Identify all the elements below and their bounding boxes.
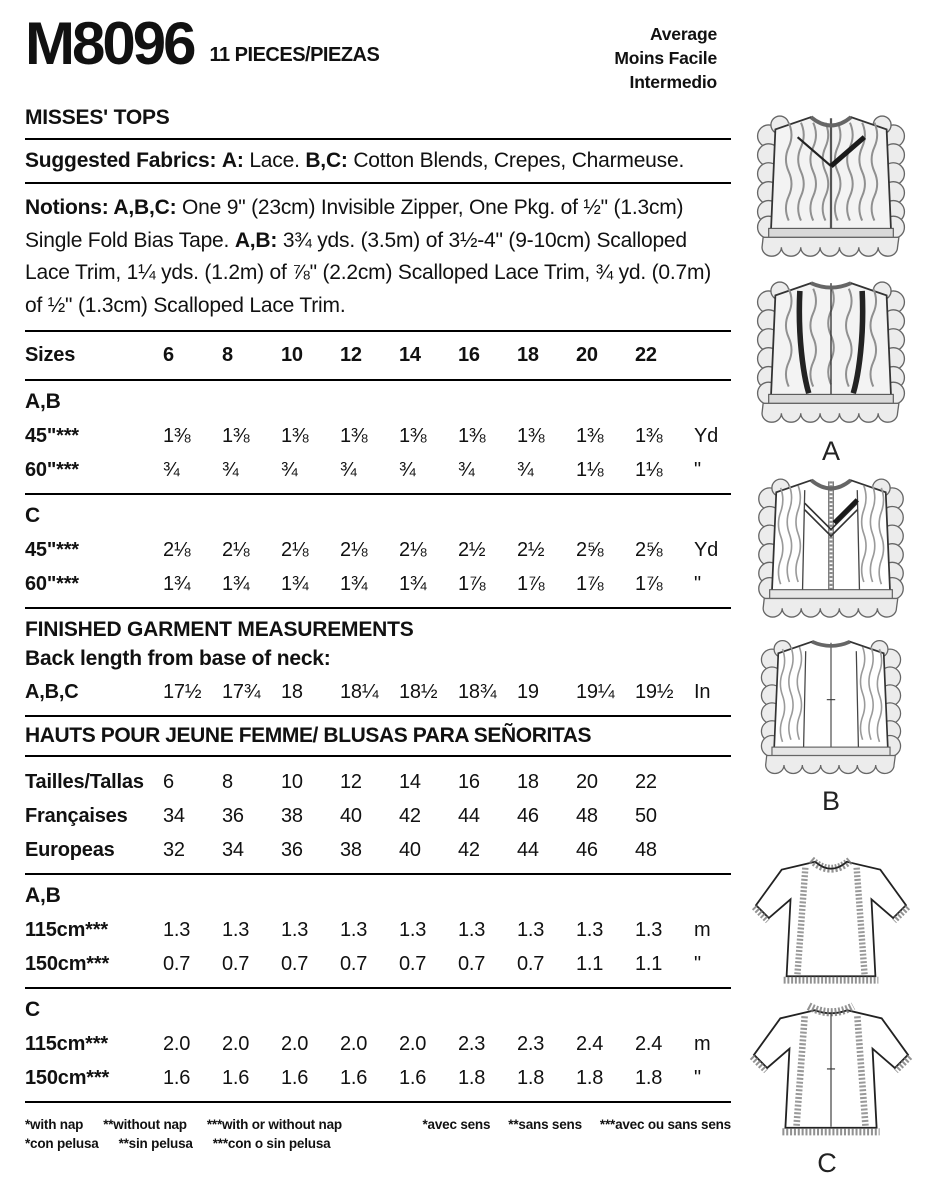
row-unit: Yd [694,425,719,447]
difficulty-fr: Moins Facile [614,48,717,69]
table-row [25,947,731,981]
metric-section-c [25,989,731,1103]
difficulty-en: Average [649,24,717,44]
table-cell: 1.1 [635,953,663,975]
table-cell: 12 [340,771,362,793]
footnote-french [422,1115,731,1134]
row-label: 150cm*** [25,1067,110,1089]
fabrics-view-a-label: A: [221,149,244,172]
table-row [25,419,731,453]
table-cell: 1.8 [458,1067,486,1089]
table-cell: 16 [458,771,480,793]
yardage-section-ab [25,381,731,495]
finished-subheading: Back length from base of neck: [25,647,331,670]
table-cell: 1⅜ [399,425,427,447]
notions-text-ab: 3¾ yds. (3.5m) of 3½-4" (9-10cm) Scalloped Lace Trim, 1¼ yds. (1.2m) of ⅞" (2.2cm) Scalloped Lace Trim, ¾ yd. (0.7m) of ½" (1.3cm) Scalloped Lace Trim. [25,228,712,317]
notions-label-ab: A,B: [234,228,278,252]
table-cell: 1¾ [222,573,250,595]
sizes-table-header [25,332,731,381]
table-cell: 42 [458,839,480,861]
table-cell: 1¾ [340,573,368,595]
row-label: 45"*** [25,539,79,561]
pattern-number: M8096 [25,10,194,77]
table-cell: 1⅞ [517,573,545,595]
table-cell: 1⅞ [576,573,604,595]
table-cell: 1.3 [399,919,427,941]
table-cell: 1.3 [222,919,250,941]
row-unit: " [694,573,701,595]
table-cell: 2.3 [517,1033,545,1055]
row-label: Tailles/Tallas [25,771,144,793]
garment-a-front-drawing [742,102,920,268]
table-cell: 10 [281,771,303,793]
metric-section-ab [25,875,731,989]
table-cell: 2⅛ [399,539,427,561]
view-b-figure [742,466,920,817]
view-a-figure [742,102,920,467]
garment-c-front-drawing [738,846,924,994]
row-values [163,1027,694,1061]
table-cell: 8 [222,771,233,793]
table-cell: ¾ [281,459,298,481]
fabrics-view-bc-label: B,C: [305,149,348,172]
notions-text-abc: One 9" (23cm) Invisible Zipper, One Pkg. of ½" (1.3cm) Single Fold Bias Tape. [25,196,684,252]
table-cell: 20 [576,344,598,366]
table-cell: *con pelusa [25,1136,99,1151]
table-cell: 0.7 [222,953,250,975]
row-unit: " [694,953,701,975]
table-cell: 1.3 [635,919,663,941]
table-cell: 2⅛ [340,539,368,561]
row-label: 45"*** [25,425,79,447]
table-cell: 1.3 [458,919,486,941]
table-cell: 1⅜ [163,425,191,447]
section-name: A,B [25,884,61,907]
row-unit: " [694,1067,701,1089]
row-values [163,567,694,601]
table-cell: 18 [281,681,303,703]
table-cell: 2⅝ [576,539,604,561]
table-cell: ***with or without nap [206,1117,342,1132]
table-cell: ¾ [458,459,475,481]
section-name: A,B [25,390,61,413]
table-cell: *avec sens [422,1117,491,1132]
table-row [25,1027,731,1061]
table-cell: 1⅛ [635,459,663,481]
table-cell: 2⅛ [222,539,250,561]
table-cell: *with nap [25,1117,84,1132]
table-cell: 34 [222,839,244,861]
table-cell: 36 [281,839,303,861]
table-cell: 1.3 [163,919,191,941]
table-cell: 2½ [517,539,545,561]
metric-heading: HAUTS POUR JEUNE FEMME/ BLUSAS PARA SEÑORITAS [25,717,731,757]
table-cell: 2.3 [458,1033,486,1055]
table-cell: ¾ [399,459,416,481]
table-cell: 0.7 [399,953,427,975]
table-cell: **without nap [103,1117,187,1132]
row-label: Françaises [25,805,128,827]
table-cell: 42 [399,805,421,827]
table-row [25,533,731,567]
row-values [163,675,694,709]
row-values [163,338,694,372]
table-cell: ¾ [340,459,357,481]
table-cell: 0.7 [163,953,191,975]
table-cell: 22 [635,344,657,366]
table-cell: 18½ [399,681,438,703]
suggested-fabrics [25,140,731,184]
table-cell: 19½ [635,681,674,703]
table-cell: 2.4 [576,1033,604,1055]
garment-b-front-drawing [742,466,920,628]
table-row [25,765,731,799]
garment-b-back-drawing [742,628,920,784]
row-unit: Yd [694,539,719,561]
table-cell: 1¾ [281,573,309,595]
table-cell: 18¼ [340,681,379,703]
footnotes [25,1103,731,1153]
row-label: Europeas [25,839,115,861]
row-unit: " [694,459,701,481]
difficulty-es: Intermedio [629,72,717,93]
table-row [25,833,731,867]
row-values [163,947,694,981]
row-values [163,833,694,867]
table-cell: 1.6 [163,1067,191,1089]
row-unit: m [694,919,711,941]
table-cell: 2⅛ [281,539,309,561]
row-label: Sizes [25,344,76,366]
row-values [163,913,694,947]
table-cell: 19¼ [576,681,615,703]
row-unit: In [694,681,711,703]
notions-label-abc: Notions: A,B,C: [25,196,177,219]
table-cell: 1.8 [576,1067,604,1089]
yardage-section-c [25,495,731,609]
table-cell: 1⅜ [576,425,604,447]
row-label: 115cm*** [25,919,108,941]
row-label: A,B,C [25,681,79,703]
table-cell: 48 [576,805,598,827]
pieces-count: 11 PIECES/PIEZAS [209,44,380,66]
page-title: MISSES' TOPS [25,106,731,140]
table-cell: 2⅝ [635,539,663,561]
table-cell: 50 [635,805,657,827]
table-cell: ¾ [222,459,239,481]
row-unit: m [694,1033,711,1055]
view-b-label: B [821,786,840,816]
table-row [25,1061,731,1095]
table-cell: 14 [399,771,421,793]
table-cell: 32 [163,839,185,861]
table-cell: 1⅜ [281,425,309,447]
table-cell: ***con o sin pelusa [212,1136,331,1151]
brand-header [25,10,380,77]
table-cell: 2.0 [222,1033,250,1055]
table-cell: 18 [517,344,539,366]
table-cell: 36 [222,805,244,827]
table-cell: 12 [340,344,362,366]
table-cell: 40 [340,805,362,827]
fabrics-label: Suggested Fabrics: [25,149,217,172]
finished-measurements [25,609,731,717]
row-label: 115cm*** [25,1033,108,1055]
table-cell: 17¾ [222,681,261,703]
garment-a-back-drawing [742,268,920,434]
table-cell: 1⅜ [340,425,368,447]
table-cell: 1.6 [399,1067,427,1089]
table-cell: 2.0 [281,1033,309,1055]
table-cell: 34 [163,805,185,827]
table-cell: 1⅜ [222,425,250,447]
table-cell: ¾ [163,459,180,481]
table-cell: 8 [222,344,233,366]
table-row [25,913,731,947]
table-cell: 38 [281,805,303,827]
table-cell: 1¾ [399,573,427,595]
table-cell: 46 [576,839,598,861]
table-cell: 17½ [163,681,202,703]
table-cell: 20 [576,771,598,793]
table-cell: 1⅜ [517,425,545,447]
table-cell: **sans sens [508,1117,582,1132]
footnote-spanish [25,1134,731,1153]
table-cell: 40 [399,839,421,861]
table-cell: 2.0 [399,1033,427,1055]
table-cell: 1.6 [222,1067,250,1089]
table-cell: 1⅛ [576,459,604,481]
table-cell: ***avec ou sans sens [599,1117,731,1132]
row-label: 60"*** [25,573,79,595]
difficulty-rating [614,22,717,94]
table-cell: 38 [340,839,362,861]
table-cell: 2.4 [635,1033,663,1055]
table-cell: **sin pelusa [118,1136,193,1151]
table-row [25,453,731,487]
row-label: 150cm*** [25,953,110,975]
table-cell: 1.3 [517,919,545,941]
table-cell: 1.8 [635,1067,663,1089]
table-cell: 18¾ [458,681,497,703]
table-cell: 1.3 [576,919,604,941]
table-cell: 1⅜ [635,425,663,447]
table-cell: 0.7 [458,953,486,975]
table-cell: 19 [517,681,539,703]
table-cell: 44 [458,805,480,827]
table-cell: 16 [458,344,480,366]
fabrics-view-bc-text: Cotton Blends, Crepes, Charmeuse. [353,149,685,172]
table-cell: 1.1 [576,953,604,975]
fabrics-view-a-text: Lace. [249,149,300,172]
table-cell: 44 [517,839,539,861]
garment-c-back-drawing [738,994,924,1146]
table-cell: 14 [399,344,421,366]
table-row [25,567,731,601]
finished-heading: FINISHED GARMENT MEASUREMENTS [25,618,414,641]
section-name: C [25,998,40,1021]
table-cell: 1⅞ [458,573,486,595]
table-cell: 6 [163,771,174,793]
table-row [25,338,731,372]
row-values [163,799,694,833]
table-cell: 2⅛ [163,539,191,561]
table-cell: 22 [635,771,657,793]
view-c-figure [738,846,916,1179]
table-cell: 2.0 [163,1033,191,1055]
table-cell: 0.7 [281,953,309,975]
table-cell: 48 [635,839,657,861]
table-cell: 1⅜ [458,425,486,447]
row-values [163,1061,694,1095]
table-cell: 10 [281,344,303,366]
row-values [163,453,694,487]
table-cell: 46 [517,805,539,827]
table-cell: 1.8 [517,1067,545,1089]
row-values [163,533,694,567]
table-row [25,675,731,709]
view-a-label: A [821,436,840,466]
section-name: C [25,504,40,527]
table-row [25,799,731,833]
row-values [163,419,694,453]
table-cell: 1.3 [340,919,368,941]
table-cell: 1.6 [281,1067,309,1089]
notions-paragraph [25,184,731,332]
table-cell: 18 [517,771,539,793]
sizes-international [25,757,731,875]
table-cell: 2.0 [340,1033,368,1055]
row-values [163,765,694,799]
row-label: 60"*** [25,459,79,481]
table-cell: 0.7 [340,953,368,975]
table-cell: 1.6 [340,1067,368,1089]
table-cell: 0.7 [517,953,545,975]
table-cell: 2½ [458,539,486,561]
table-cell: 1¾ [163,573,191,595]
table-cell: 6 [163,344,174,366]
table-cell: 1⅞ [635,573,663,595]
main-text-column [25,106,731,1153]
view-c-label: C [817,1148,837,1178]
table-cell: 1.3 [281,919,309,941]
table-cell: ¾ [517,459,534,481]
